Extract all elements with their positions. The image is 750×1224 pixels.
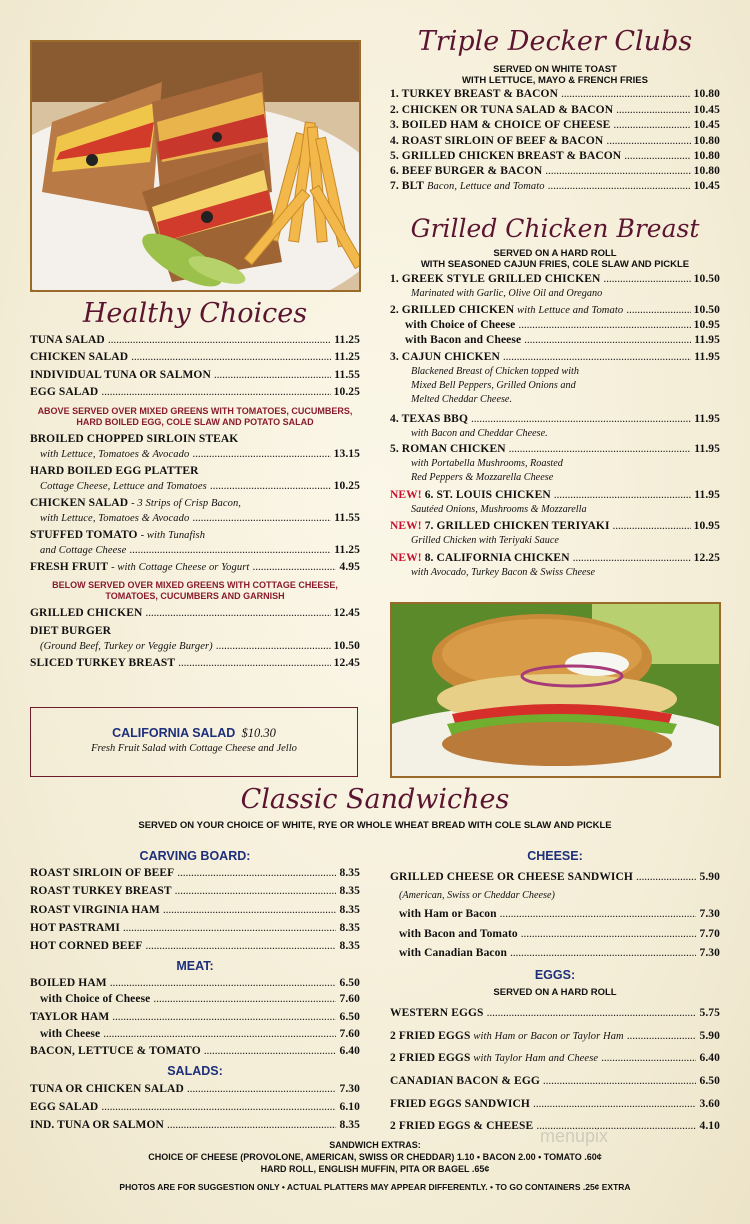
eggs-item-3: 2 FRIED EGGS with Taylor Ham and Cheese . . . 6.40 [390, 1052, 720, 1064]
california-salad-heading [31, 726, 357, 741]
meat-item-5: BACON, LETTUCE & TOMATO . . . 6.40 [30, 1045, 360, 1057]
eggs-item-2: 2 FRIED EGGS with Ham or Bacon or Taylor Ham . . . 5.90 [390, 1030, 720, 1042]
grilled-item-1: 1. GREEK STYLE GRILLED CHICKEN . . . 10.50 [390, 273, 720, 285]
salads-item-3: IND. TUNA OR SALMON . . . 8.35 [30, 1119, 360, 1131]
healthy-above-note-2: HARD BOILED EGG, COLE SLAW AND POTATO SALAD [76, 417, 314, 427]
triple-decker-title: Triple Decker Clubs [417, 26, 693, 57]
classic-sandwiches-title: Classic Sandwiches [240, 784, 510, 815]
healthy-chicken-bacon: CHICKEN SALAD - 3 Strips of Crisp Bacon, [30, 497, 242, 509]
cheese-desc: (American, Swiss or Cheddar Cheese) [399, 890, 555, 901]
classic-note: SERVED ON YOUR CHOICE OF WHITE, RYE OR WHOLE WHEAT BREAD WITH COLE SLAW AND PICKLE [138, 820, 612, 831]
healthy-stuffed-tomato-desc: and Cottage Cheese . . . 11.25 [40, 544, 360, 556]
triple-note-1: SERVED ON WHITE TOAST [493, 64, 617, 75]
grilled-chicken-title: Grilled Chicken Breast [410, 214, 700, 243]
eggs-heading: EGGS: [534, 968, 576, 982]
grilled-item-5-desc-2: Red Peppers & Mozzarella Cheese [411, 472, 554, 483]
cheese-item-4: with Canadian Bacon . . . 7.30 [399, 947, 720, 959]
cheese-item-3: with Bacon and Tomato . . . 7.70 [399, 928, 720, 940]
eggs-item-5: FRIED EGGS SANDWICH . . . 3.60 [390, 1098, 720, 1110]
california-salad-name: CALIFORNIA SALAD [112, 726, 236, 740]
healthy-diet-burger: DIET BURGER [30, 625, 112, 637]
cheese-heading: CHEESE: [527, 849, 583, 863]
healthy-item-individual: INDIVIDUAL TUNA OR SALMON . . . 11.55 [30, 369, 360, 381]
meat-item-2: with Choice of Cheese . . . 7.60 [40, 993, 360, 1005]
triple-item-5: 5. GRILLED CHICKEN BREAST & BACON . . . 10.80 [390, 150, 720, 162]
triple-item-7: 7. BLT Bacon, Lettuce and Tomato . . . 10.45 [390, 180, 720, 192]
carving-item-3: ROAST VIRGINIA HAM . . . 8.35 [30, 904, 360, 916]
grilled-note-1: SERVED ON A HARD ROLL [493, 248, 617, 259]
california-salad-box [30, 707, 358, 777]
grilled-chicken-image [392, 604, 719, 776]
grilled-item-6-desc: Sautéed Onions, Mushrooms & Mozzarella [411, 504, 587, 515]
grilled-item-8-desc: with Avocado, Turkey Bacon & Swiss Cheese [411, 567, 596, 578]
cheese-item-2: with Ham or Bacon . . . 7.30 [399, 908, 720, 920]
healthy-egg-platter: HARD BOILED EGG PLATTER [30, 465, 199, 477]
meat-item-4: with Cheese . . . 7.60 [40, 1028, 360, 1040]
triple-item-4: 4. ROAST SIRLOIN OF BEEF & BACON . . . 10.80 [390, 135, 720, 147]
grilled-item-6: NEW! 6. ST. LOUIS CHICKEN . . . 11.95 [390, 489, 720, 501]
grilled-item-4-desc: with Bacon and Cheddar Cheese. [411, 428, 548, 439]
grilled-item-8: NEW! 8. CALIFORNIA CHICKEN . . . 12.25 [390, 552, 720, 564]
healthy-sliced-turkey: SLICED TURKEY BREAST . . . 12.45 [30, 657, 360, 669]
healthy-egg-platter-desc: Cottage Cheese, Lettuce and Tomatoes . . . 10.25 [40, 480, 360, 492]
grilled-item-2-cheese: with Choice of Cheese . . . 10.95 [405, 319, 720, 331]
california-salad-desc: Fresh Fruit Salad with Cottage Cheese and Jello [91, 743, 297, 754]
healthy-choices-title: Healthy Choices [82, 298, 308, 329]
new-badge: NEW! [390, 489, 422, 501]
triple-item-1: 1. TURKEY BREAST & BACON . . . 10.80 [390, 88, 720, 100]
grilled-item-3-desc-3: Melted Cheddar Cheese. [411, 394, 512, 405]
healthy-below-note-2: TOMATOES, CUCUMBERS AND GARNISH [105, 591, 285, 601]
healthy-fresh-fruit: FRESH FRUIT - with Cottage Cheese or Yogurt . . . 4.95 [30, 561, 360, 573]
california-salad-price: $10.30 [241, 726, 276, 740]
extras-heading: SANDWICH EXTRAS: [329, 1140, 421, 1150]
eggs-item-4: CANADIAN BACON & EGG . . . 6.50 [390, 1075, 720, 1087]
grilled-item-5-desc-1: with Portabella Mushrooms, Roasted [411, 458, 563, 469]
carving-item-1: ROAST SIRLOIN OF BEEF . . . 8.35 [30, 867, 360, 879]
new-badge: NEW! [390, 520, 422, 532]
club-sandwich-image [32, 42, 359, 290]
grilled-item-1-desc: Marinated with Garlic, Olive Oil and Oregano [411, 288, 603, 299]
healthy-steak: BROILED CHOPPED SIRLOIN STEAK [30, 433, 239, 445]
grilled-item-2: 2. GRILLED CHICKEN with Lettuce and Tomato . . . 10.50 [390, 304, 720, 316]
triple-item-2: 2. CHICKEN OR TUNA SALAD & BACON . . . 10.45 [390, 104, 720, 116]
grilled-item-3: 3. CAJUN CHICKEN . . . 11.95 [390, 351, 720, 363]
grilled-item-2-bacon: with Bacon and Cheese . . . 11.95 [405, 334, 720, 346]
salads-item-1: TUNA OR CHICKEN SALAD . . . 7.30 [30, 1083, 360, 1095]
extras-line-2: HARD ROLL, ENGLISH MUFFIN, PITA OR BAGEL .65¢ [260, 1164, 490, 1174]
healthy-item-egg: EGG SALAD . . . 10.25 [30, 386, 360, 398]
healthy-item-tuna: TUNA SALAD . . . 11.25 [30, 334, 360, 346]
healthy-steak-desc: with Lettuce, Tomatoes & Avocado . . . 13.15 [40, 448, 360, 460]
carving-item-2: ROAST TURKEY BREAST . . . 8.35 [30, 885, 360, 897]
cheese-item-1: GRILLED CHEESE OR CHEESE SANDWICH . . . 5.90 [390, 871, 720, 883]
carving-item-5: HOT CORNED BEEF . . . 8.35 [30, 940, 360, 952]
healthy-below-note-1: BELOW SERVED OVER MIXED GREENS WITH COTTAGE CHEESE, [52, 580, 338, 590]
eggs-note: SERVED ON A HARD ROLL [493, 987, 617, 998]
salads-heading: SALADS: [167, 1064, 223, 1078]
club-sandwich-photo [30, 40, 361, 292]
healthy-diet-burger-desc: (Ground Beef, Turkey or Veggie Burger) . . . 10.50 [40, 640, 360, 652]
healthy-item-chicken: CHICKEN SALAD . . . 11.25 [30, 351, 360, 363]
carving-board-heading: CARVING BOARD: [139, 849, 251, 863]
triple-note-2: WITH LETTUCE, MAYO & FRENCH FRIES [462, 75, 648, 86]
grilled-chicken-photo [390, 602, 721, 778]
grilled-item-3-desc-2: Mixed Bell Peppers, Grilled Onions and [411, 380, 576, 391]
extras-line-1: CHOICE OF CHEESE (PROVOLONE, AMERICAN, SWISS OR CHEDDAR) 1.10 • BACON 2.00 • TOMATO .60¢ [148, 1152, 602, 1162]
eggs-item-6: 2 FRIED EGGS & CHEESE . . . 4.10 [390, 1120, 720, 1132]
grilled-note-2: WITH SEASONED CAJUN FRIES, COLE SLAW AND PICKLE [420, 259, 690, 270]
healthy-stuffed-tomato: STUFFED TOMATO - with Tunafish [30, 529, 206, 541]
carving-item-4: HOT PASTRAMI . . . 8.35 [30, 922, 360, 934]
new-badge: NEW! [390, 552, 422, 564]
healthy-chicken-bacon-desc: with Lettuce, Tomatoes & Avocado . . . 11.55 [40, 512, 360, 524]
menupix-watermark: menupix [540, 1126, 609, 1146]
grilled-item-7-desc: Grilled Chicken with Teriyaki Sauce [411, 535, 559, 546]
grilled-item-7: NEW! 7. GRILLED CHICKEN TERIYAKI . . . 10.95 [390, 520, 720, 532]
footer-disclaimer: PHOTOS ARE FOR SUGGESTION ONLY • ACTUAL PLATTERS MAY APPEAR DIFFERENTLY. • TO GO CONTAINERS .25¢ EXTRA [119, 1182, 631, 1192]
salads-item-2: EGG SALAD . . . 6.10 [30, 1101, 360, 1113]
triple-item-6: 6. BEEF BURGER & BACON . . . 10.80 [390, 165, 720, 177]
triple-item-3: 3. BOILED HAM & CHOICE OF CHEESE . . . 10.45 [390, 119, 720, 131]
healthy-above-note-1: ABOVE SERVED OVER MIXED GREENS WITH TOMATOES, CUCUMBERS, [37, 406, 353, 416]
healthy-grilled-chicken: GRILLED CHICKEN . . . 12.45 [30, 607, 360, 619]
meat-heading: MEAT: [176, 959, 214, 973]
meat-item-3: TAYLOR HAM . . . 6.50 [30, 1011, 360, 1023]
grilled-item-4: 4. TEXAS BBQ . . . 11.95 [390, 413, 720, 425]
grilled-item-5: 5. ROMAN CHICKEN . . . 11.95 [390, 443, 720, 455]
grilled-item-3-desc-1: Blackened Breast of Chicken topped with [411, 366, 579, 377]
meat-item-1: BOILED HAM . . . 6.50 [30, 977, 360, 989]
eggs-item-1: WESTERN EGGS . . . 5.75 [390, 1007, 720, 1019]
